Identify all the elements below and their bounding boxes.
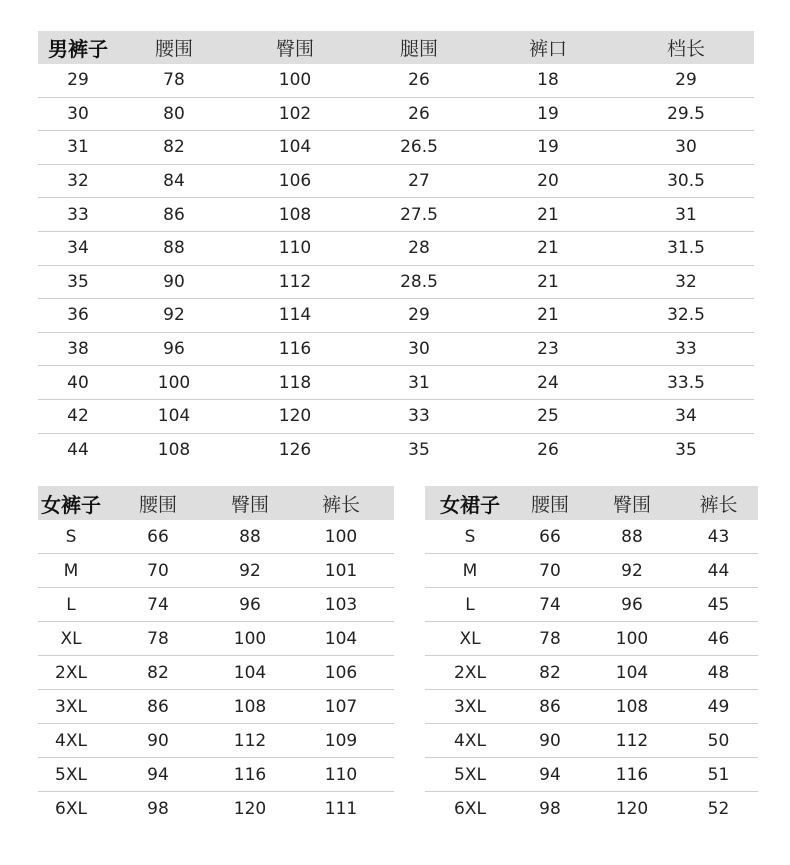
measurement-cell: 101 [324,560,358,581]
measurement-cell: 24 [537,372,559,393]
table-row [425,520,758,554]
measurement-cell: 33 [408,406,430,427]
measurement-cell: 21 [537,204,559,225]
measurement-cell: 90 [539,730,561,751]
size-label-cell: 5XL [55,764,87,785]
measurement-cell: 108 [157,439,191,460]
measurement-cell: 100 [233,628,267,649]
table-row [425,554,758,588]
measurement-cell: 104 [615,662,649,683]
men-pants-header-cell: 男裤子 [48,37,108,61]
size-label-cell: 2XL [454,662,486,683]
measurement-cell: 51 [707,764,730,785]
measurement-cell: 31.5 [667,238,705,259]
table-row [425,690,758,724]
measurement-cell: 86 [147,696,169,717]
table-row [38,165,754,199]
measurement-cell: 116 [233,764,267,785]
measurement-cell: 106 [278,171,312,192]
table-row [38,554,394,588]
table-row [38,400,754,434]
measurement-cell: 107 [324,696,358,717]
measurement-cell: 26.5 [400,137,438,158]
table-row [38,520,394,554]
size-label-cell: 29 [67,70,89,91]
size-label-cell: 31 [67,137,89,158]
size-label-cell: 42 [67,406,89,427]
measurement-cell: 26 [537,439,559,460]
measurement-cell: 29 [675,70,697,91]
measurement-cell: 94 [539,764,561,785]
table-row [38,131,754,165]
size-label-cell: 36 [67,305,89,326]
measurement-cell: 108 [233,696,267,717]
measurement-cell: 70 [147,560,169,581]
size-label-cell: 4XL [454,730,486,751]
women-skirt-header-cell: 裤长 [699,493,738,516]
measurement-cell: 19 [537,103,559,124]
table-row [38,724,394,758]
measurement-cell: 112 [615,730,649,751]
measurement-cell: 23 [537,339,559,360]
measurement-cell: 20 [537,171,559,192]
table-row [425,758,758,792]
measurement-cell: 120 [278,406,312,427]
table-row [425,792,758,825]
size-label-cell: S [464,526,476,547]
measurement-cell: 29.5 [667,103,705,124]
measurement-cell: 31 [675,204,697,225]
table-row [425,622,758,656]
measurement-cell: 26 [408,103,430,124]
measurement-cell: 21 [537,271,559,292]
size-label-cell: 2XL [55,662,87,683]
measurement-cell: 82 [147,662,169,683]
measurement-cell: 33.5 [667,372,705,393]
size-label-cell: 3XL [454,696,486,717]
measurement-cell: 84 [163,171,185,192]
men-pants-header-cell: 臀围 [275,38,314,60]
measurement-cell: 33 [675,339,697,360]
measurement-cell: 43 [707,526,730,547]
measurement-cell: 110 [324,764,358,785]
measurement-cell: 78 [147,628,169,649]
measurement-cell: 49 [707,696,730,717]
measurement-cell: 86 [163,204,185,225]
measurement-cell: 82 [163,137,185,158]
size-label-cell: 44 [67,439,89,460]
size-label-cell: 3XL [55,696,87,717]
measurement-cell: 34 [675,406,697,427]
table-row [38,366,754,400]
measurement-cell: 66 [147,526,169,547]
measurement-cell: 92 [621,560,643,581]
men-pants-header-cell: 裤口 [528,38,567,60]
measurement-cell: 45 [707,594,730,615]
table-row [425,656,758,690]
measurement-cell: 112 [233,730,267,751]
measurement-cell: 25 [537,406,559,427]
measurement-cell: 35 [675,439,697,460]
measurement-cell: 98 [539,798,561,819]
table-row [38,266,754,300]
measurement-cell: 19 [537,137,559,158]
measurement-cell: 116 [278,339,312,360]
size-label-cell: 30 [67,103,89,124]
measurement-cell: 48 [707,662,730,683]
measurement-cell: 46 [707,628,730,649]
measurement-cell: 50 [707,730,730,751]
measurement-cell: 27.5 [400,204,438,225]
measurement-cell: 32.5 [667,305,705,326]
table-row [38,690,394,724]
table-row [425,724,758,758]
women-pants-header-row [38,486,394,520]
size-label-cell: 6XL [55,798,87,819]
women-skirt-size-table [425,486,758,825]
women-pants-size-table [38,486,394,825]
table-row [38,299,754,333]
measurement-cell: 120 [233,798,267,819]
measurement-cell: 28 [408,238,430,259]
measurement-cell: 104 [278,137,312,158]
measurement-cell: 88 [239,526,261,547]
size-label-cell: 40 [67,372,89,393]
measurement-cell: 103 [324,594,358,615]
measurement-cell: 109 [324,730,358,751]
measurement-cell: 74 [539,594,561,615]
measurement-cell: 90 [147,730,169,751]
measurement-cell: 96 [621,594,643,615]
measurement-cell: 52 [707,798,730,819]
measurement-cell: 31 [408,372,430,393]
measurement-cell: 66 [539,526,561,547]
measurement-cell: 104 [157,406,191,427]
measurement-cell: 110 [278,238,312,259]
measurement-cell: 70 [539,560,561,581]
measurement-cell: 78 [539,628,561,649]
women-pants-header-cell: 裤长 [321,493,360,516]
size-label-cell: 33 [67,204,89,225]
measurement-cell: 114 [278,305,312,326]
measurement-cell: 92 [163,305,185,326]
size-label-cell: M [63,560,79,581]
women-skirt-header-cell: 臀围 [612,493,651,516]
measurement-cell: 100 [157,372,191,393]
measurement-cell: 29 [408,305,430,326]
size-label-cell: L [465,594,475,615]
table-row [38,232,754,266]
measurement-cell: 92 [239,560,261,581]
table-row [38,656,394,690]
measurement-cell: 88 [163,238,185,259]
measurement-cell: 100 [324,526,358,547]
measurement-cell: 90 [163,271,185,292]
size-label-cell: 6XL [454,798,486,819]
women-pants-header-cell: 腰围 [138,493,177,516]
measurement-cell: 18 [537,70,559,91]
table-row [38,198,754,232]
size-label-cell: 35 [67,271,89,292]
measurement-cell: 96 [239,594,261,615]
measurement-cell: 104 [233,662,267,683]
measurement-cell: 86 [539,696,561,717]
table-row [38,792,394,825]
measurement-cell: 108 [278,204,312,225]
measurement-cell: 106 [324,662,358,683]
size-label-cell: XL [60,628,82,649]
men-pants-header-cell: 腰围 [154,38,193,60]
women-pants-header-cell: 女裤子 [41,492,101,517]
measurement-cell: 30 [408,339,430,360]
measurement-cell: 102 [278,103,312,124]
size-label-cell: 4XL [55,730,87,751]
measurement-cell: 94 [147,764,169,785]
measurement-cell: 28.5 [400,271,438,292]
measurement-cell: 26 [408,70,430,91]
measurement-cell: 21 [537,305,559,326]
size-label-cell: M [462,560,478,581]
measurement-cell: 35 [408,439,430,460]
table-row [38,98,754,132]
men-pants-size-table [38,31,754,466]
measurement-cell: 21 [537,238,559,259]
measurement-cell: 104 [324,628,358,649]
measurement-cell: 111 [324,798,358,819]
measurement-cell: 44 [707,560,730,581]
measurement-cell: 112 [278,271,312,292]
measurement-cell: 32 [675,271,697,292]
women-skirt-header-cell: 女裙子 [440,492,500,517]
table-row [38,588,394,622]
measurement-cell: 82 [539,662,561,683]
measurement-cell: 118 [278,372,312,393]
measurement-cell: 100 [615,628,649,649]
table-row [38,622,394,656]
table-row [38,64,754,98]
table-row [38,434,754,467]
table-row [38,758,394,792]
measurement-cell: 98 [147,798,169,819]
measurement-cell: 96 [163,339,185,360]
measurement-cell: 78 [163,70,185,91]
measurement-cell: 88 [621,526,643,547]
men-pants-header-row [38,31,754,64]
measurement-cell: 116 [615,764,649,785]
measurement-cell: 74 [147,594,169,615]
women-skirt-header-row [425,486,758,520]
women-pants-header-cell: 臀围 [230,493,269,516]
men-pants-header-cell: 档长 [666,38,705,60]
measurement-cell: 120 [615,798,649,819]
measurement-cell: 30 [675,137,697,158]
measurement-cell: 100 [278,70,312,91]
women-skirt-header-cell: 腰围 [530,493,569,516]
measurement-cell: 30.5 [667,171,705,192]
measurement-cell: 80 [163,103,185,124]
measurement-cell: 27 [408,171,430,192]
table-row [425,588,758,622]
size-label-cell: L [66,594,76,615]
measurement-cell: 108 [615,696,649,717]
measurement-cell: 126 [278,439,312,460]
size-label-cell: 32 [67,171,89,192]
size-label-cell: 38 [67,339,89,360]
size-label-cell: S [65,526,77,547]
size-label-cell: 34 [67,238,89,259]
size-label-cell: 5XL [454,764,486,785]
men-pants-header-cell: 腿围 [399,38,438,60]
table-row [38,333,754,367]
size-label-cell: XL [459,628,481,649]
